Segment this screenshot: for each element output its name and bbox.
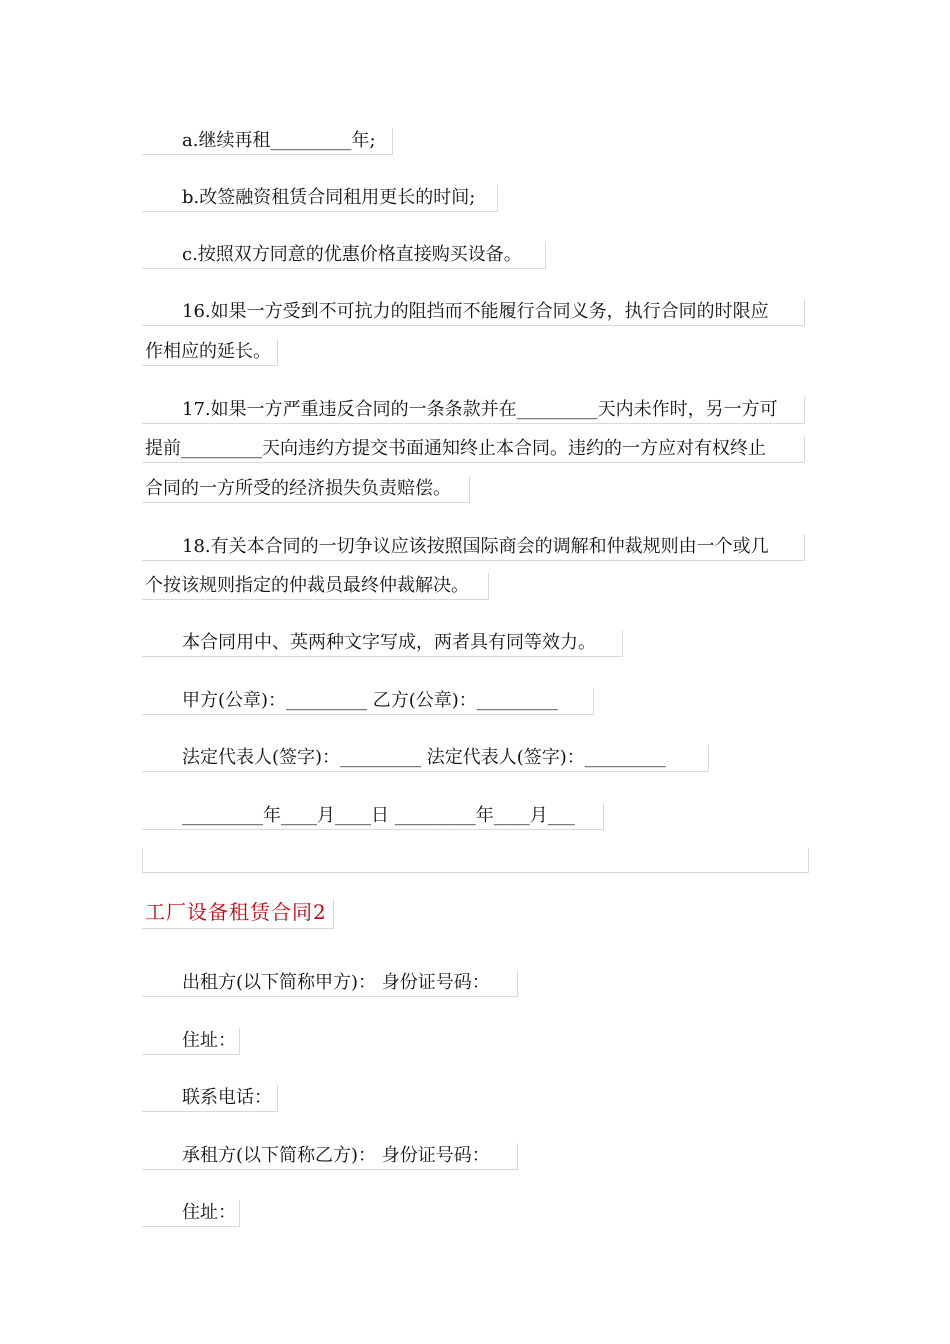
- clause-16-line1: 16.如果一方受到不可抗力的阻挡而不能履行合同义务，执行合同的时限应: [142, 299, 805, 326]
- language-clause: 本合同用中、英两种文字写成，两者具有同等效力。: [142, 630, 623, 657]
- clause-18-line2: 个按该规则指定的仲裁员最终仲裁解决。: [142, 573, 489, 600]
- clause-17-line1: 17.如果一方严重违反合同的一条条款并在_________天内未作时，另一方可: [142, 397, 805, 424]
- date-line: _________年____月____日 _________年____月___: [142, 803, 604, 830]
- lessor-line: 出租方(以下简称甲方)： 身份证号码：: [142, 970, 518, 997]
- clause-18-line1: 18.有关本合同的一切争议应该按照国际商会的调解和仲裁规则由一个或几: [142, 534, 805, 561]
- representative-line: 法定代表人(签字)：_________ 法定代表人(签字)：_________: [142, 745, 709, 772]
- clause-16-line2: 作相应的延长。: [142, 339, 278, 366]
- clause-17-line3: 合同的一方所受的经济损失负责赔偿。: [142, 476, 470, 503]
- lessor-address: 住址：: [142, 1028, 240, 1055]
- lessor-phone: 联系电话：: [142, 1085, 278, 1112]
- seal-line: 甲方(公章)：_________ 乙方(公章)：_________: [142, 688, 594, 715]
- blank-row: [142, 848, 809, 873]
- section-title: 工厂设备租赁合同2: [142, 899, 334, 929]
- clause-b: b.改签融资租赁合同租用更长的时间;: [142, 185, 498, 212]
- clause-17-line2: 提前_________天向违约方提交书面通知终止本合同。违约的一方应对有权终止: [142, 436, 805, 463]
- clause-a: a.继续再租_________年;: [142, 128, 393, 155]
- lessee-address: 住址：: [142, 1200, 240, 1227]
- lessee-line: 承租方(以下简称乙方)： 身份证号码：: [142, 1143, 518, 1170]
- clause-c: c.按照双方同意的优惠价格直接购买设备。: [142, 242, 546, 269]
